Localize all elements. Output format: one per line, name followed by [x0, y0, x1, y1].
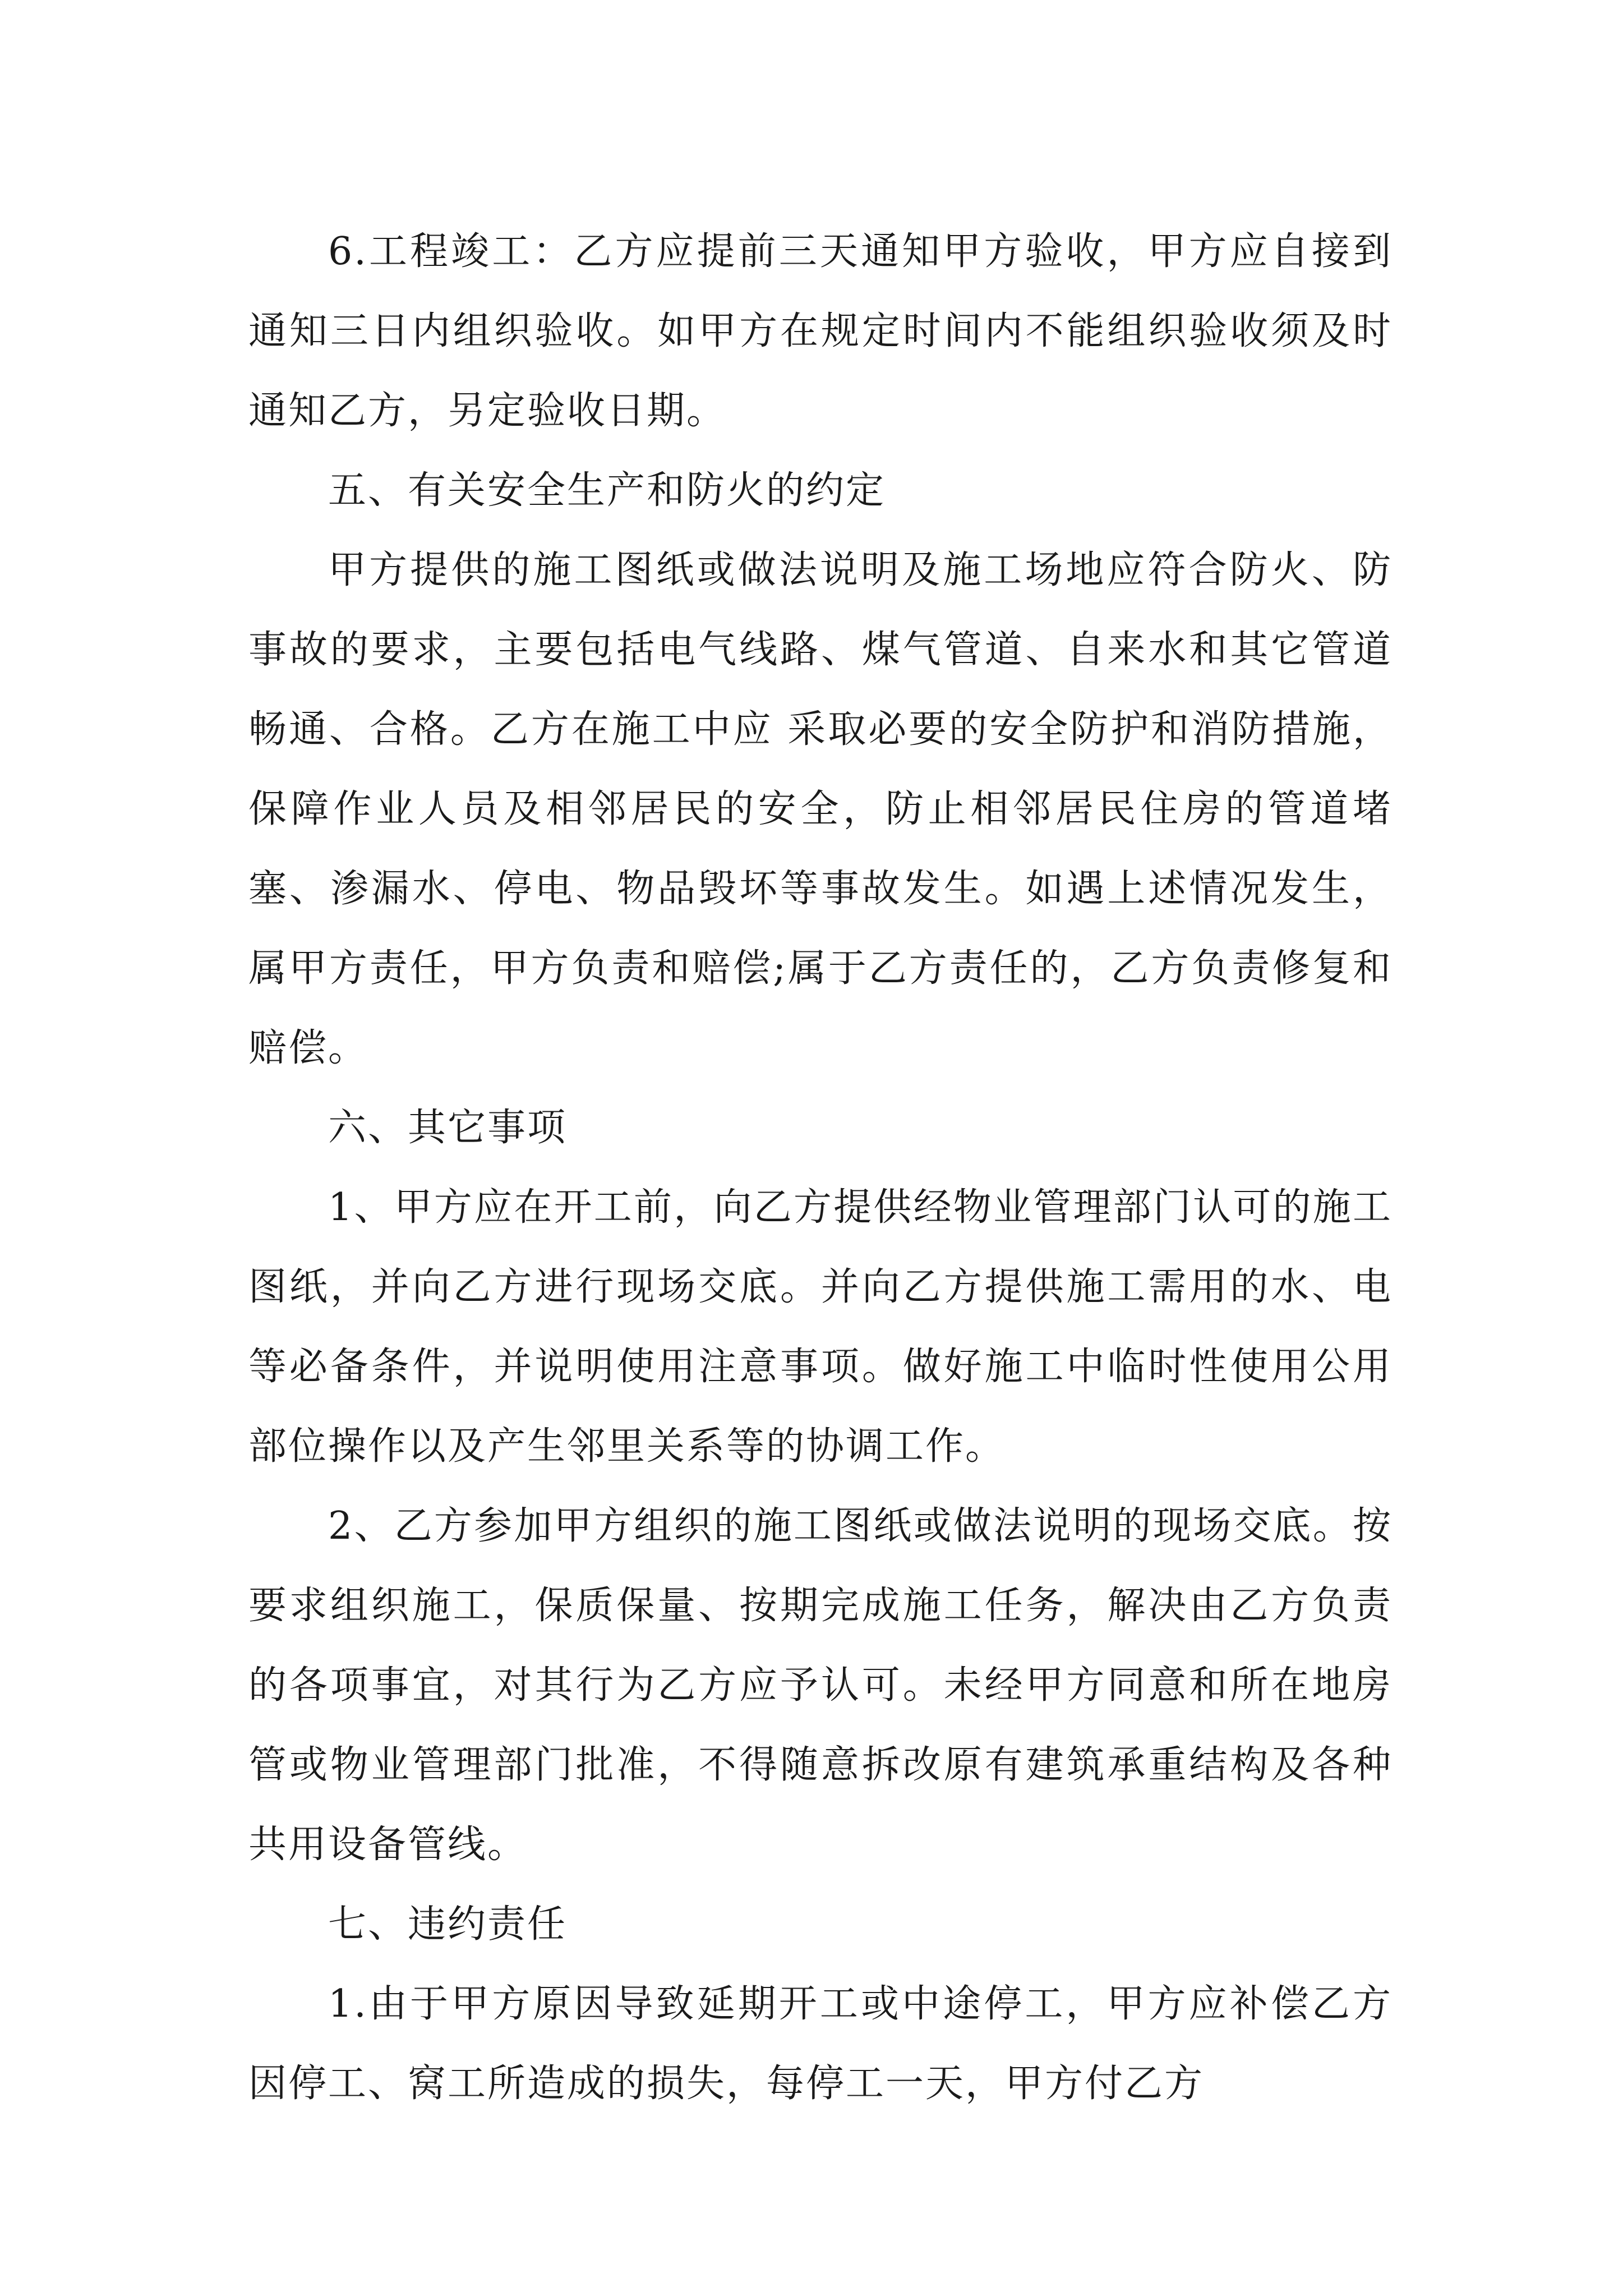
paragraph-safety-fire-terms: 甲方提供的施工图纸或做法说明及施工场地应符合防火、防事故的要求，主要包括电气线路、煤气管道、自来水和其它管道畅通、合格。乙方在施工中应 采取必要的安全防护和消防措施，保障作业人员及相邻居民的安全，防止相邻居民住房的管道堵塞、渗漏水、停电、物品毁坏等事故发生。如遇上述情况发生，属甲方责任，甲方负责和赔偿;属于乙方责任的，乙方负责修复和赔偿。	[248, 548, 1393, 1070]
paragraph-completion-acceptance: 6.工程竣工：乙方应提前三天通知甲方验收，甲方应自接到通知三日内组织验收。如甲方在规定时间内不能组织验收须及时通知乙方，另定验收日期。	[248, 229, 1393, 433]
paragraph-party-b-duties: 2、乙方参加甲方组织的施工图纸或做法说明的现场交底。按要求组织施工，保质保量、按期完成施工任务，解决由乙方负责的各项事宜，对其行为乙方应予认可。未经甲方同意和所在地房管或物业管理部门批准，不得随意拆改原有建筑承重结构及各种共用设备管线。	[248, 1504, 1393, 1867]
section-heading-safety-fire: 五、有关安全生产和防火的约定	[328, 468, 886, 513]
document-body	[248, 212, 1393, 2124]
section-heading-other-matters: 六、其它事项	[328, 1106, 568, 1150]
section-heading-breach-liability: 七、违约责任	[328, 1902, 568, 1947]
paragraph-party-a-duties: 1、甲方应在开工前，向乙方提供经物业管理部门认可的施工图纸，并向乙方进行现场交底。并向乙方提供施工需用的水、电等必备条件，并说明使用注意事项。做好施工中临时性使用公用部位操作以及产生邻里关系等的协调工作。	[248, 1185, 1393, 1469]
paragraph-delay-compensation: 1.由于甲方原因导致延期开工或中途停工，甲方应补偿乙方因停工、窝工所造成的损失，每停工一天，甲方付乙方	[248, 1982, 1393, 2106]
